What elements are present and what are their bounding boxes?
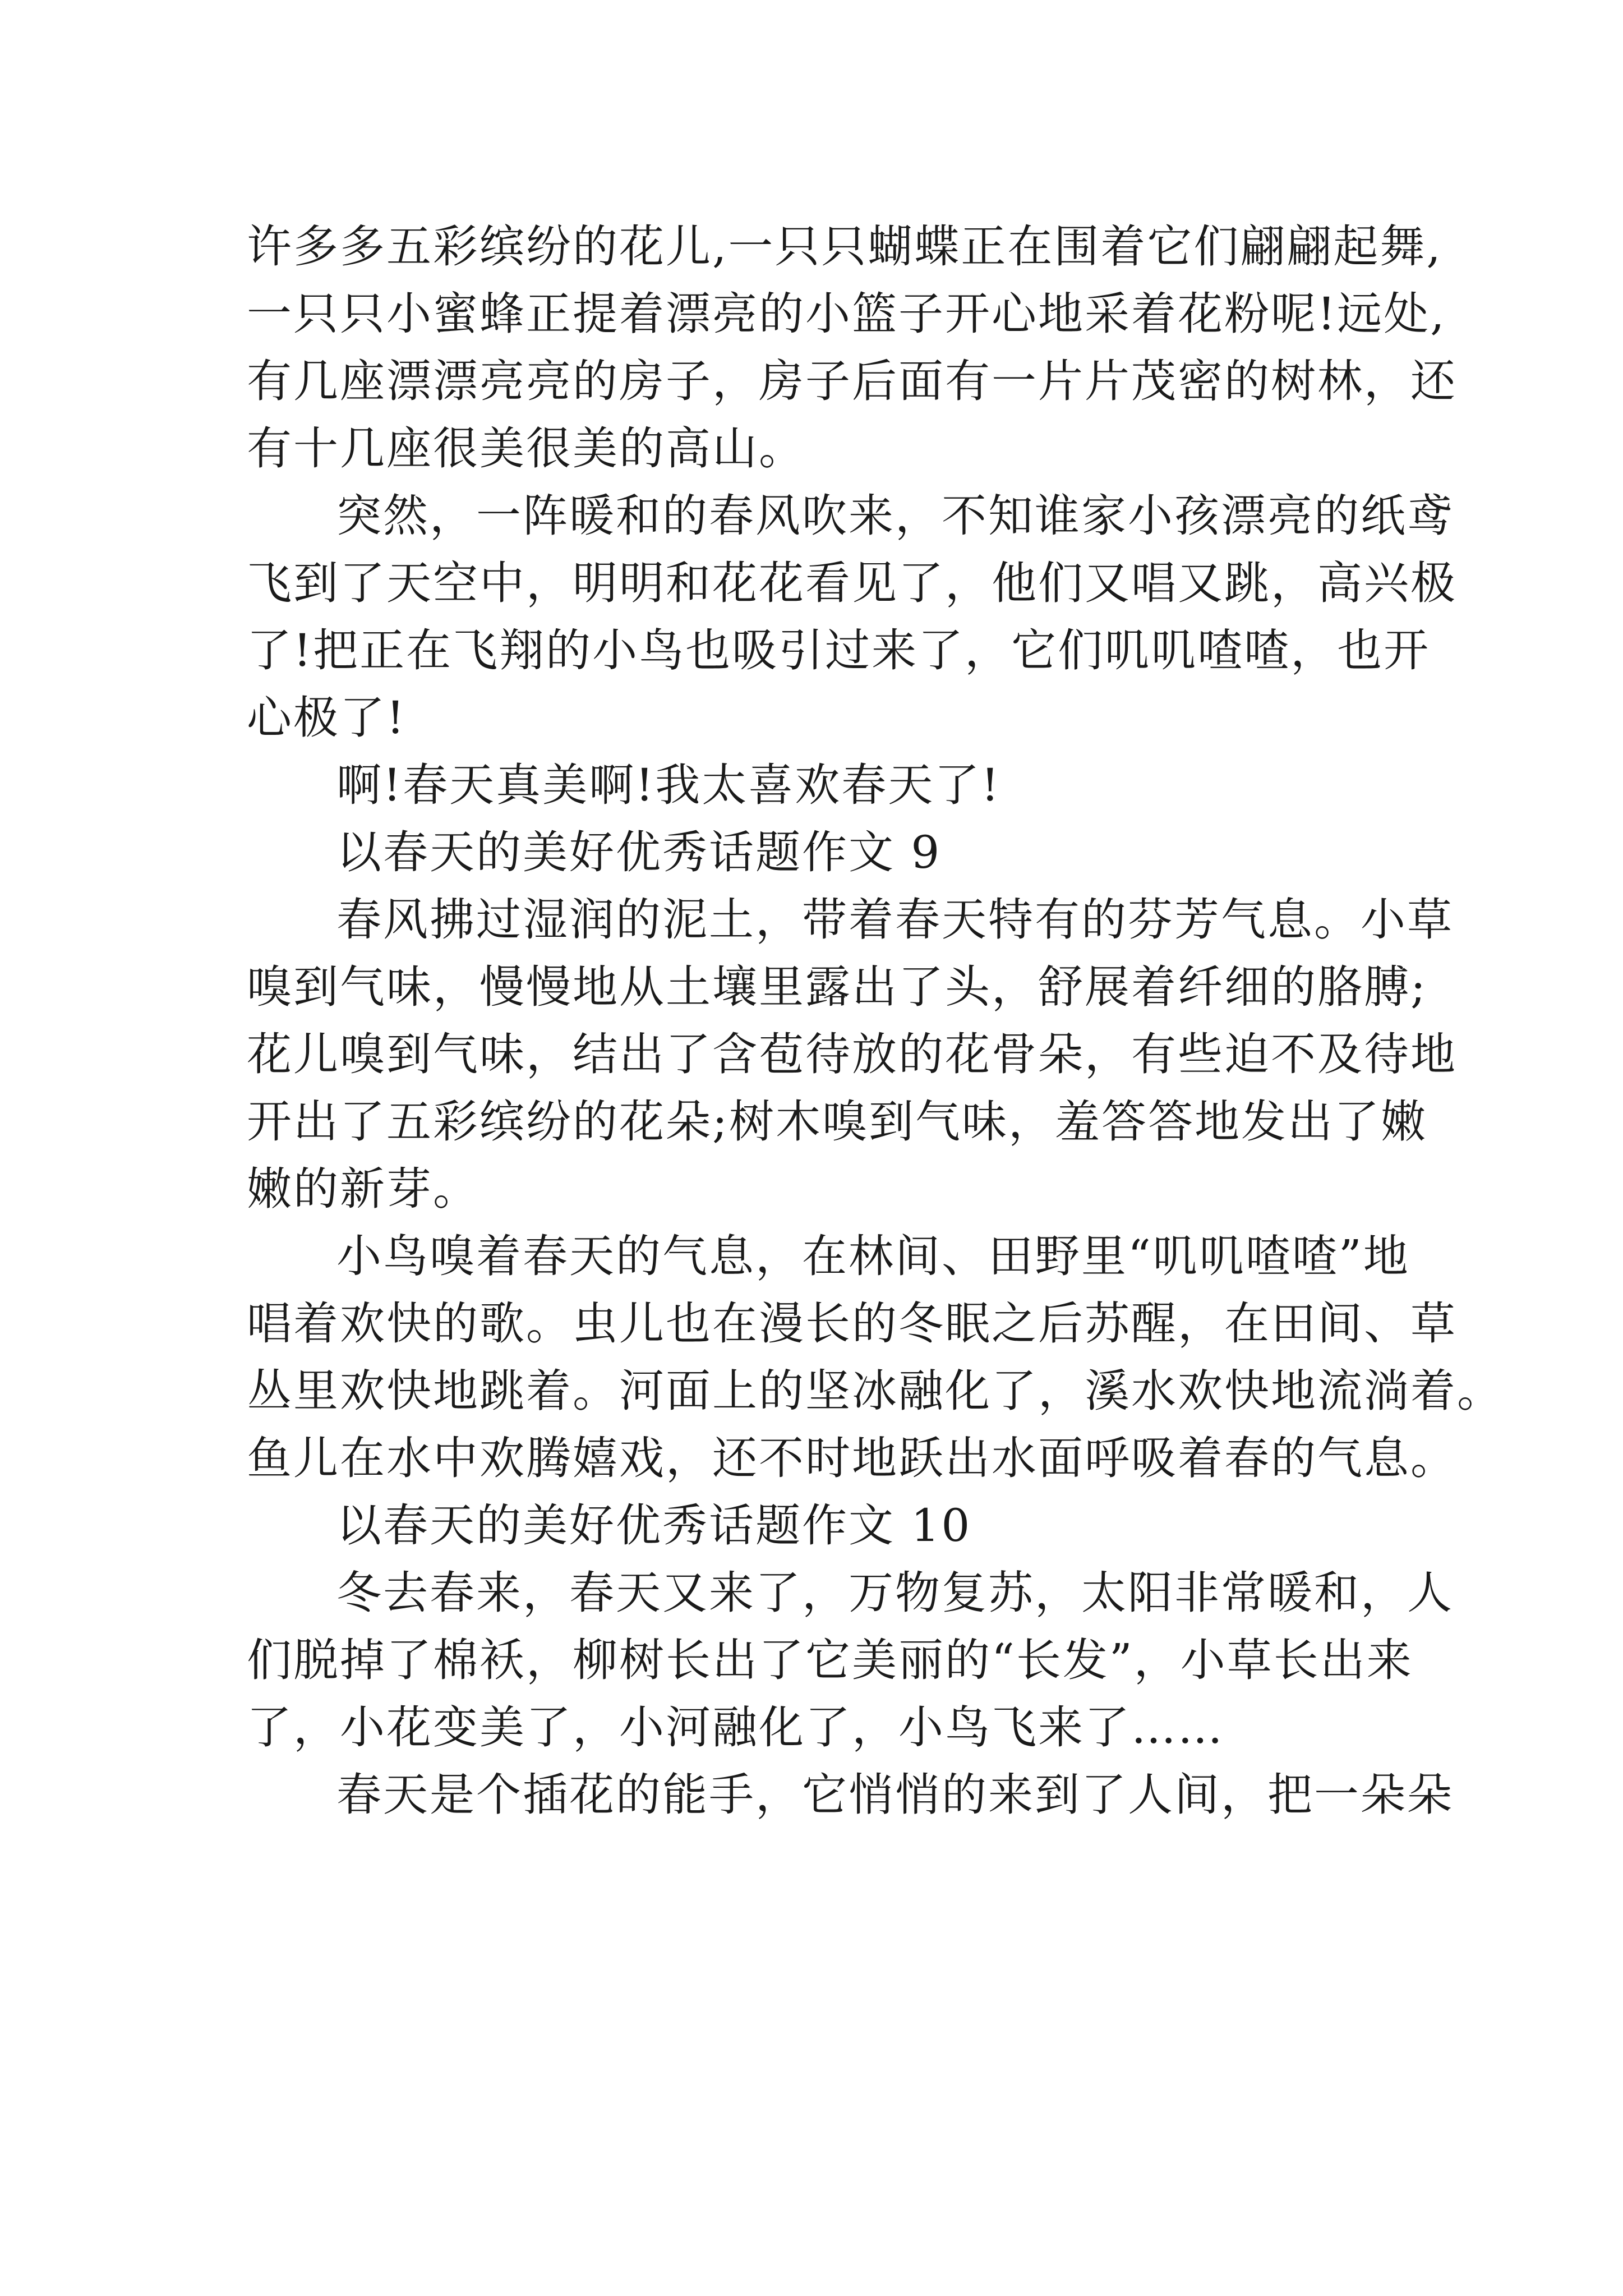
paragraph-first-line: 春风拂过湿润的泥土，带着春天特有的芬芳气息。小草 [336, 894, 1454, 946]
text-line: 花儿嗅到气味，结出了含苞待放的花骨朵，有些迫不及待地 [247, 1028, 1457, 1080]
text-line: 唱着欢快的歌。虫儿也在漫长的冬眠之后苏醒，在田间、草 [247, 1297, 1457, 1350]
paragraph-first-line: 突然，一阵暖和的春风吹来，不知谁家小孩漂亮的纸鸢 [336, 490, 1454, 542]
text-line: 许多多五彩缤纷的花儿,一只只蝴蝶正在围着它们翩翩起舞, [247, 220, 1442, 273]
section-heading: 以春天的美好优秀话题作文 9 [336, 826, 942, 878]
text-line: 鱼儿在水中欢腾嬉戏，还不时地跃出水面呼吸着春的气息。 [247, 1432, 1457, 1484]
text-line: 丛里欢快地跳着。河面上的坚冰融化了，溪水欢快地流淌着。 [247, 1365, 1504, 1417]
text-line: 了!把正在飞翔的小鸟也吸引过来了，它们叽叽喳喳，也开 [247, 624, 1431, 677]
text-line: 飞到了天空中，明明和花花看见了，他们又唱又跳，高兴极 [247, 557, 1457, 609]
text-line: 开出了五彩缤纷的花朵;树木嗅到气味，羞答答地发出了嫩 [247, 1096, 1427, 1148]
text-line: 嫩的新芽。 [247, 1163, 479, 1215]
paragraph-first-line: 小鸟嗅着春天的气息，在林间、田野里“叽叽喳喳”地 [336, 1230, 1410, 1282]
text-line: 们脱掉了棉袄，柳树长出了它美丽的“长发”，小草长出来 [247, 1634, 1413, 1686]
paragraph-first-line: 啊!春天真美啊!我太喜欢春天了! [336, 759, 1001, 811]
text-line: 有十几座很美很美的高山。 [247, 422, 805, 475]
paragraph-first-line: 春天是个插花的能手，它悄悄的来到了人间，把一朵朵 [336, 1769, 1454, 1821]
section-heading: 以春天的美好优秀话题作文 10 [336, 1499, 972, 1552]
text-line: 了，小花变美了，小河融化了，小鸟飞来了…… [247, 1701, 1224, 1754]
essay-text-block [247, 213, 1504, 1829]
text-line: 有几座漂漂亮亮的房子，房子后面有一片片茂密的树林，还 [247, 355, 1457, 407]
paragraph-first-line: 冬去春来，春天又来了，万物复苏，太阳非常暖和，人 [336, 1567, 1454, 1619]
text-line: 心极了! [247, 692, 407, 744]
text-line: 一只只小蜜蜂正提着漂亮的小篮子开心地采着花粉呢!远处, [247, 288, 1446, 340]
text-line: 嗅到气味，慢慢地从土壤里露出了头，舒展着纤细的胳膊; [247, 961, 1427, 1013]
